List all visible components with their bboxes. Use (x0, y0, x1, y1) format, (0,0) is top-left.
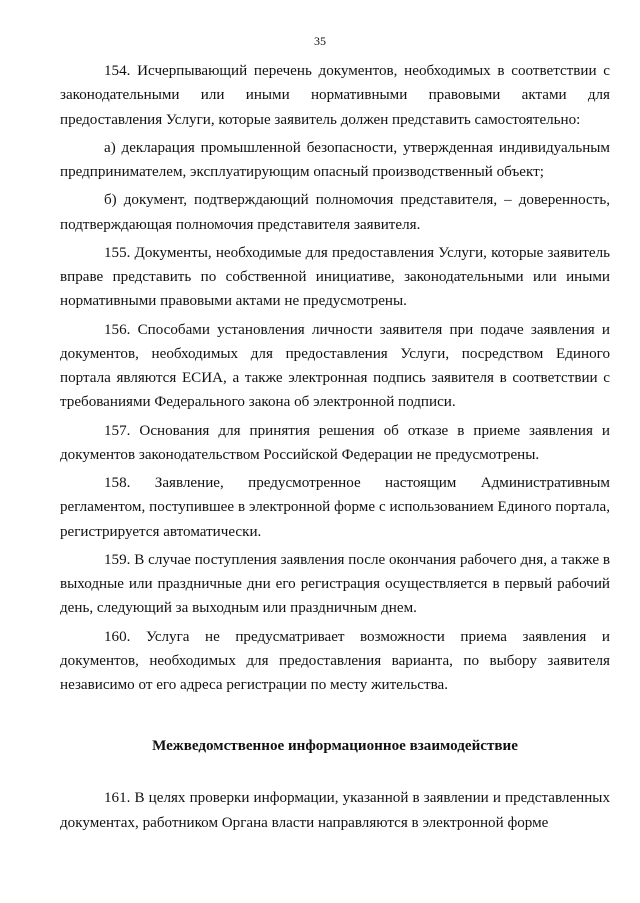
paragraph-158: 158. Заявление, предусмотренное настоящим Административным регламентом, поступившее в электронной форме с использованием Единого портала, регистрируется автоматически. (60, 475, 610, 540)
paragraph-161: 161. В целях проверки информации, указанной в заявлении и представленных документах, работником Органа власти направляются в электронной форме (60, 790, 610, 831)
document-body (60, 59, 610, 835)
paragraph-157: 157. Основания для принятия решения об отказе в приеме заявления и документов законодательством Российской Федерации не предусмотрены. (60, 422, 610, 463)
paragraph-160: 160. Услуга не предусматривает возможности приема заявления и документов, необходимых для предоставления варианта, по выбору заявителя независимо от его адреса регистрации по месту жительства. (60, 628, 610, 693)
paragraph-156: 156. Способами установления личности заявителя при подаче заявления и документов, необходимых для предоставления Услуги, посредством Единого портала являются ЕСИА, а также электронная подпись заявителя в соответствии с требованиями Федерального закона об электронной подписи. (60, 321, 610, 411)
paragraph-154-b: б) документ, подтверждающий полномочия представителя, – доверенность, подтверждающая полномочия представителя заявителя. (60, 192, 610, 233)
paragraph-154: 154. Исчерпывающий перечень документов, необходимых в соответствии с законодательными или иными нормативными правовыми актами для предоставления Услуги, которые заявитель должен представить самостоятельно: (60, 63, 610, 128)
paragraph-155: 155. Документы, необходимые для предоставления Услуги, которые заявитель вправе представить по собственной инициативе, законодательными или иными нормативными правовыми актами не предусмотрены. (60, 244, 610, 310)
paragraph-159: 159. В случае поступления заявления после окончания рабочего дня, а также в выходные или праздничные дни его регистрация осуществляется в первый рабочий день, следующий за выходным или праздничным днем. (60, 551, 610, 617)
section-heading: Межведомственное информационное взаимодействие (152, 738, 518, 755)
page-number: 35 (314, 34, 326, 48)
paragraph-154-a: а) декларация промышленной безопасности, утвержденная индивидуальным предпринимателем, эксплуатирующим опасный производственный объект; (60, 139, 610, 180)
